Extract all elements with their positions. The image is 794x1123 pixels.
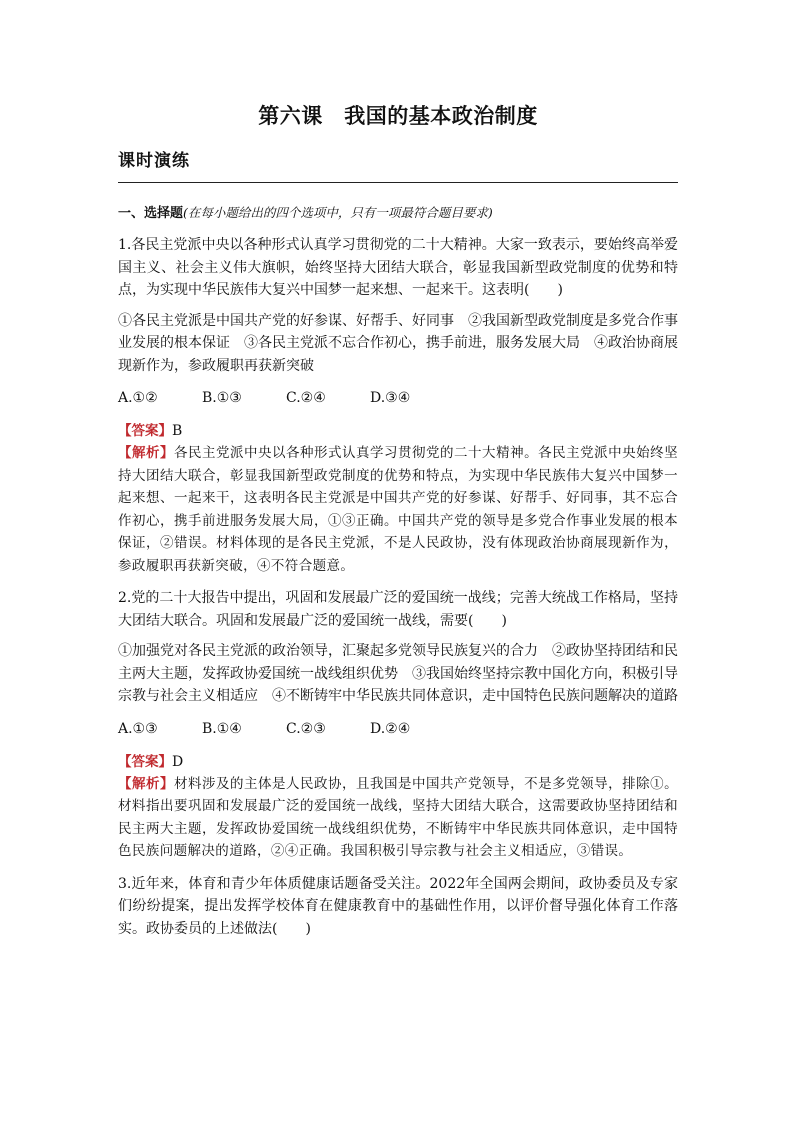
answer-value: B <box>172 423 183 439</box>
question-stem: 1.各民主党派中央以各种形式认真学习贯彻党的二十大精神。大家一致表示，要始终高举爱国主义、社会主义伟大旗帜，始终坚持大团结大联合，彰显我国新型政党制度的优势和特点，为实现中华民族伟大复兴中国梦一起来想、一起来干。这表明( ) <box>118 237 678 298</box>
choice-list <box>118 718 678 740</box>
question-statements: ①各民主党派是中国共产党的好参谋、好帮手、好同事 ②我国新型政党制度是多党合作事业发展的根本保证 ③各民主党派不忘合作初心，携手前进，服务发展大局 ④政治协商展现新作为，参政履职再获新突破 <box>118 312 678 374</box>
analysis-paragraph <box>118 442 678 577</box>
section-divider <box>118 182 678 183</box>
choice-a: A.①② <box>118 390 158 406</box>
question-stem: 3.近年来，体育和青少年体质健康话题备受关注。2022年全国两会期间，政协委员及专家们纷纷提案，提出发挥学校体育在健康教育中的基础性作用，以评价督导强化体育工作落实。政协委员的上述做法( ) <box>118 875 678 937</box>
answer-line <box>118 752 678 773</box>
answer-value: D <box>172 753 184 770</box>
part-heading-label: 一、选择题 <box>118 206 184 221</box>
answer-tag: 【答案】 <box>118 753 172 770</box>
document-page <box>118 92 678 940</box>
question-stem: 2.党的二十大报告中提出，巩固和发展最广泛的爱国统一战线；完善大统战工作格局，坚持大团结大联合。巩固和发展最广泛的爱国统一战线，需要( ) <box>118 590 678 629</box>
part-heading <box>118 203 678 224</box>
choice-b: B.①③ <box>202 390 242 406</box>
analysis-text: 材料涉及的主体是人民政协，且我国是中国共产党领导，不是多党领导，排除①。材料指出要巩固和发展最广泛的爱国统一战线，坚持大团结大联合，这需要政协坚持团结和民主两大主题，发挥政协爱国统一战线组织优势，不断铸牢中华民族共同体意识，走中国特色民族问题解决的道路，②④正确。我国积极引导宗教与社会主义相适应，③错误。 <box>118 775 678 859</box>
part-heading-note: (在每小题给出的四个选项中，只有一项最符合题目要求) <box>183 205 493 220</box>
question-2 <box>118 587 678 863</box>
analysis-text: 各民主党派中央以各种形式认真学习贯彻党的二十大精神。各民主党派中央始终坚持大团结大联合，彰显我国新型政党制度的优势和特点，为实现中华民族伟大复兴中国梦一起来想、一起来干，这表明各民主党派是中国共产党的好参谋、好帮手、好同事，其不忘合作初心，携手前进服务发展大局，①③正确。中国共产党的领导是多党合作事业发展的根本保证，②错误。材料体现的是各民主党派，不是人民政协，没有体现政治协商展现新作为，参政履职再获新突破，④不符合题意。 <box>118 445 678 574</box>
analysis-tag: 【解析】 <box>118 445 175 461</box>
choice-a: A.①③ <box>118 720 158 737</box>
choice-b: B.①④ <box>202 720 242 737</box>
choice-d: D.②④ <box>370 720 411 737</box>
choice-c: C.②③ <box>286 720 326 737</box>
answer-line <box>118 421 678 442</box>
question-statements: ①加强党对各民主党派的政治领导，汇聚起多党领导民族复兴的合力 ②政协坚持团结和民主两大主题，发挥政协爱国统一战线组织优势 ③我国始终坚持宗教中国化方向，积极引导宗教与社会主义相适应 ④不断铸牢中华民族共同体意识，走中国特色民族问题解决的道路 <box>118 643 678 704</box>
question-1 <box>118 234 678 577</box>
section-title: 课时演练 <box>118 151 190 171</box>
question-3 <box>118 873 678 941</box>
document-title: 第六课 我国的基本政治制度 <box>258 104 538 128</box>
answer-tag: 【答案】 <box>118 423 172 439</box>
choice-d: D.③④ <box>370 390 411 406</box>
choice-c: C.②④ <box>286 390 326 406</box>
analysis-paragraph <box>118 773 678 863</box>
choice-list <box>118 387 678 409</box>
analysis-tag: 【解析】 <box>118 775 175 792</box>
